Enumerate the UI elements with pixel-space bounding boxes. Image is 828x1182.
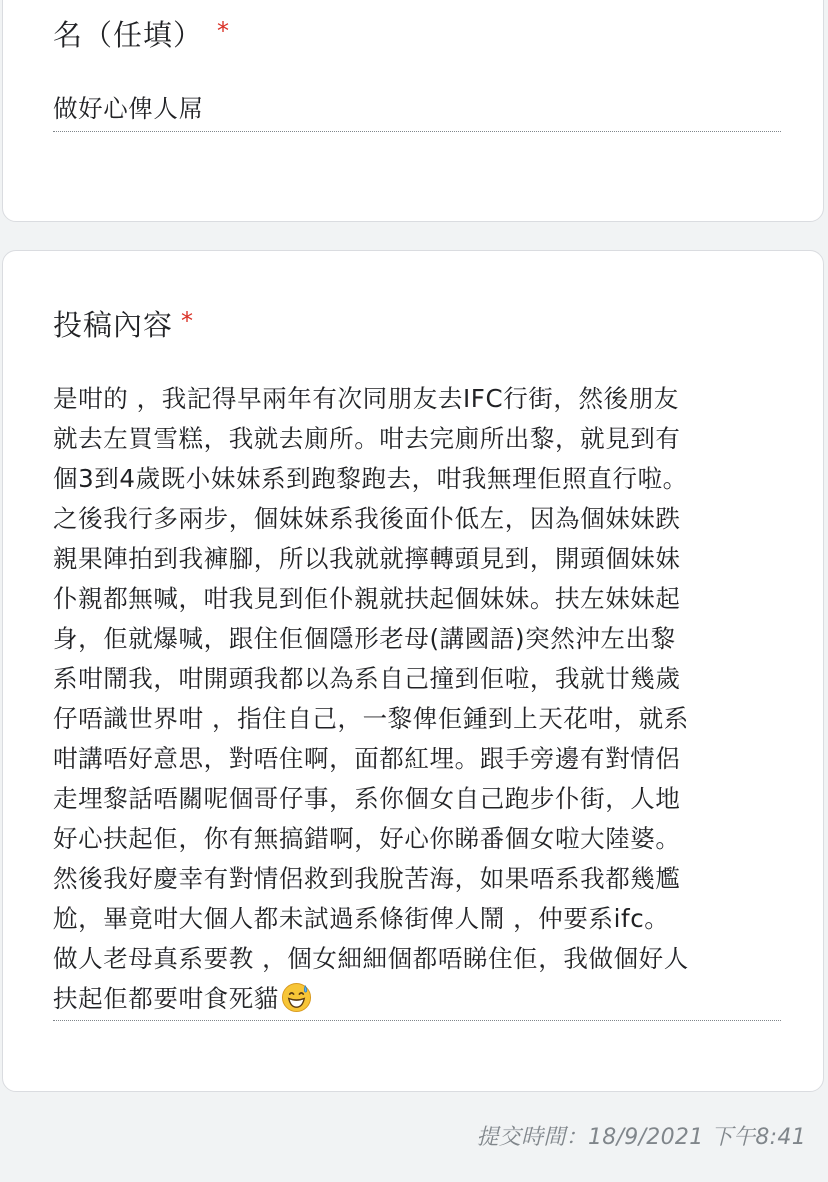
content-answer-line: 就去左買雪糕，我就去廁所。咁去完廁所出黎，就見到有 — [53, 424, 681, 453]
grinning-face-with-sweat-icon — [281, 982, 312, 1013]
content-answer-line: 做人老母真系要教 ，個女細細個都唔睇住佢，我做個好人 — [53, 944, 689, 973]
content-answer-line: 個3到4歲既小妹妹系到跑黎跑去，咁我無理佢照直行啦。 — [53, 464, 688, 493]
required-asterisk: * — [181, 307, 195, 335]
content-question-card — [2, 250, 824, 1092]
name-answer-field[interactable] — [53, 89, 781, 132]
required-asterisk: * — [217, 17, 231, 45]
content-answer-line: 扶起佢都要咁食死貓 — [53, 979, 781, 1019]
name-question-title-text: 名（任填） — [53, 18, 204, 52]
content-answer-field[interactable] — [53, 379, 781, 1021]
content-answer-text — [53, 379, 781, 1019]
submission-timestamp: 提交時間：18/9/2021 下午8:41 — [476, 1125, 806, 1150]
content-answer-line: 仔唔識世界咁 ，指住自己，一黎俾佢鍾到上天花咁，就系 — [53, 704, 689, 733]
name-question-title — [53, 15, 230, 57]
content-answer-line: 親果陣拍到我褲腳，所以我就就擰轉頭見到，開頭個妹妹 — [53, 544, 681, 573]
content-answer-line: 走埋黎話唔關呢個哥仔事，系你個女自己跑步仆街，人地 — [53, 784, 681, 813]
name-question-card — [2, 0, 824, 222]
content-question-title — [53, 305, 194, 347]
content-answer-line: 咁講唔好意思，對唔住啊，面都紅埋。跟手旁邊有對情侶 — [53, 744, 681, 773]
content-answer-line: 好心扶起佢，你有無搞錯啊，好心你睇番個女啦大陸婆。 — [53, 824, 681, 853]
name-answer-text: 做好心俾人屌 — [53, 94, 204, 123]
content-answer-line: 系咁鬧我，咁開頭我都以為系自己撞到佢啦，我就廿幾歲 — [53, 664, 681, 693]
content-answer-line: 尬，畢竟咁大個人都未試過系條街俾人鬧 ，仲要系ifc。 — [53, 904, 670, 933]
content-answer-line: 仆親都無喊，咁我見到佢仆親就扶起個妹妹。扶左妹妹起 — [53, 584, 681, 613]
content-answer-line: 身，佢就爆喊，跟住佢個隱形老母(講國語)突然沖左出黎 — [53, 624, 676, 653]
content-answer-line: 之後我行多兩步，個妹妹系我後面仆低左，因為個妹妹跌 — [53, 504, 681, 533]
content-question-title-text: 投稿內容 — [53, 308, 174, 342]
content-answer-line: 然後我好慶幸有對情侶救到我脫苦海，如果唔系我都幾尷 — [53, 864, 681, 893]
content-answer-line: 是咁的 ，我記得早兩年有次同朋友去IFC行街，然後朋友 — [53, 384, 679, 413]
